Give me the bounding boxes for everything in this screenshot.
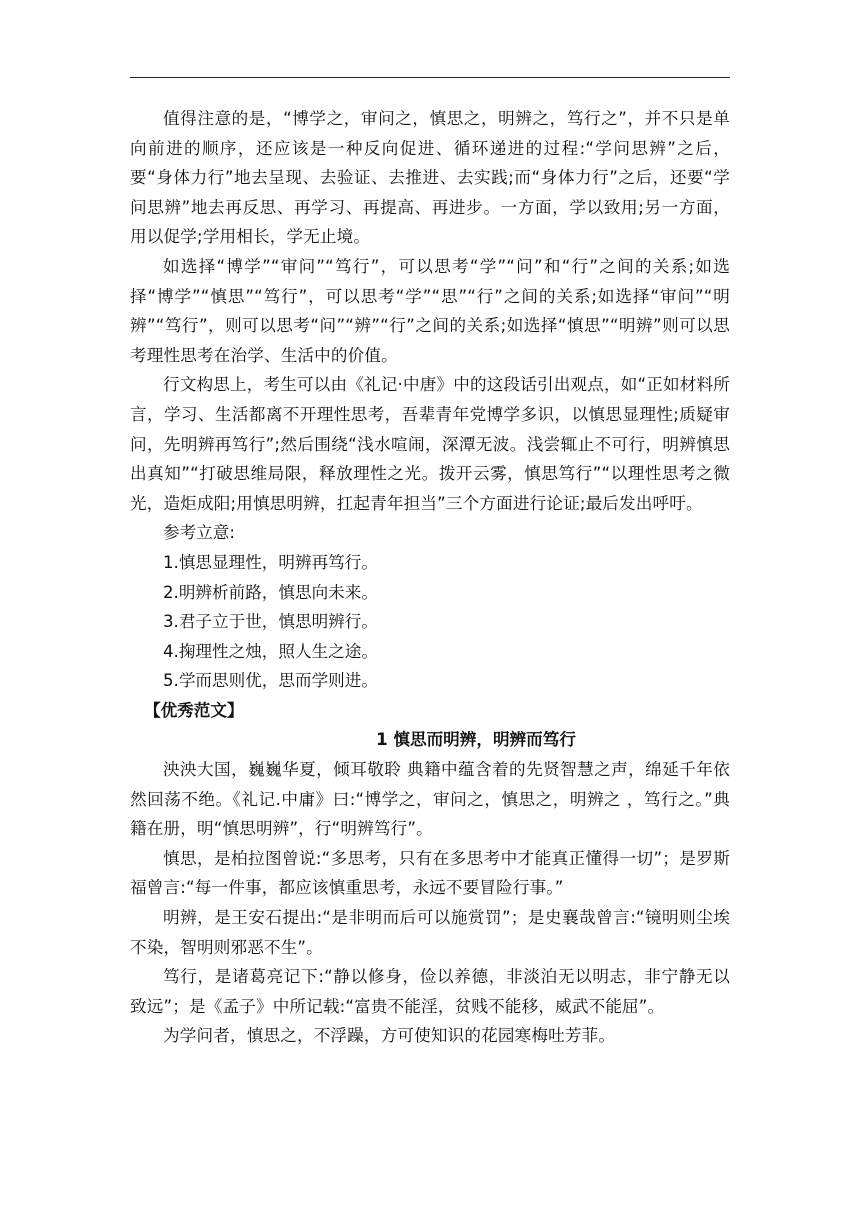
body-paragraph: 如选择“博学”“审问”“笃行”，可以思考“学”“问”和“行”之间的关系;如选择“博学”“慎思”“笃行”，可以思考“学”“思”“行”之间的关系;如选择“审问”“明辨”“笃行”，则可以思考“问”“辨”“行”之间的关系;如选择“慎思”“明辨”则可以思考理性思考在治学、生活中的价值。 xyxy=(130,256,730,365)
body-paragraph: 行文构思上，考生可以由《礼记·中唐》中的这段话引出观点，如“正如材料所言，学习、生活都离不开理性思考，吾辈青年党博学多识，以慎思显理性;质疑审问，先明辨再笃行”;然后围绕“浅水喧闹，深潭无波。浅尝辄止不可行，明辨慎思出真知”“打破思维局限，释放理性之光。拨开云雾，慎思笃行”“以理性思考之微光，造炬成阳;用慎思明辨，扛起青年担当”三个方面进行论证;最后发出呼吁。 xyxy=(130,375,730,513)
section-label: 【优秀范文】 xyxy=(144,700,244,720)
essay-paragraph: 明辨，是王安石提出:“是非明而后可以施赏罚”；是史襄哉曾言:“镜明则尘埃不染，智明则邪恶不生”。 xyxy=(130,908,730,957)
essay-paragraph: 泱泱大国，巍巍华夏，倾耳敬聆 典籍中蕴含着的先贤智慧之声，绵延千年依然回荡不绝。《礼记.中庸》曰:“博学之，审问之，慎思之，明辨之 ，笃行之。”典籍在册，明“慎思明辨”，行“明辨笃行”。 xyxy=(130,760,730,839)
body-paragraph: 值得注意的是，“博学之，审问之，慎思之，明辨之，笃行之”，并不只是单向前进的顺序，还应该是一种反向促进、循环递进的过程:“学问思辨”之后，要“身体力行”地去呈现、去验证、去推进、去实践;而“身体力行”之后，还要“学问思辨”地去再反思、再学习、再提高、再进步。一方面，学以致用;另一方面，用以促学;学用相长，学无止境。 xyxy=(130,109,730,247)
reference-item: 2.明辨析前路，慎思向未来。 xyxy=(163,582,378,602)
essay-paragraph: 笃行，是诸葛亮记下:“静以修身，俭以养德，非淡泊无以明志，非宁静无以致远”；是《孟子》中所记载:“富贵不能淫，贫贱不能移，威武不能屈”。 xyxy=(130,967,730,1016)
reference-heading: 参考立意: xyxy=(163,523,235,543)
reference-item: 3.君子立于世，慎思明辨行。 xyxy=(163,612,378,632)
essay-title: 1 慎思而明辨，明辨而笃行 xyxy=(376,730,576,750)
essay-paragraph: 为学问者，慎思之，不浮躁，方可使知识的花园寒梅吐芳菲。 xyxy=(163,1026,616,1046)
header-rule xyxy=(130,77,730,78)
essay-paragraph: 慎思，是柏拉图曾说:“多思考，只有在多思考中才能真正懂得一切”；是罗斯福曾言:“每一件事，都应该慎重思考，永远不要冒险行事。” xyxy=(130,848,730,898)
reference-item: 5.学而思则优，思而学则进。 xyxy=(163,671,378,691)
document-body xyxy=(130,104,730,1051)
reference-item: 1.慎思显理性，明辨再笃行。 xyxy=(163,552,378,572)
reference-item: 4.掬理性之烛，照人生之途。 xyxy=(163,641,378,661)
